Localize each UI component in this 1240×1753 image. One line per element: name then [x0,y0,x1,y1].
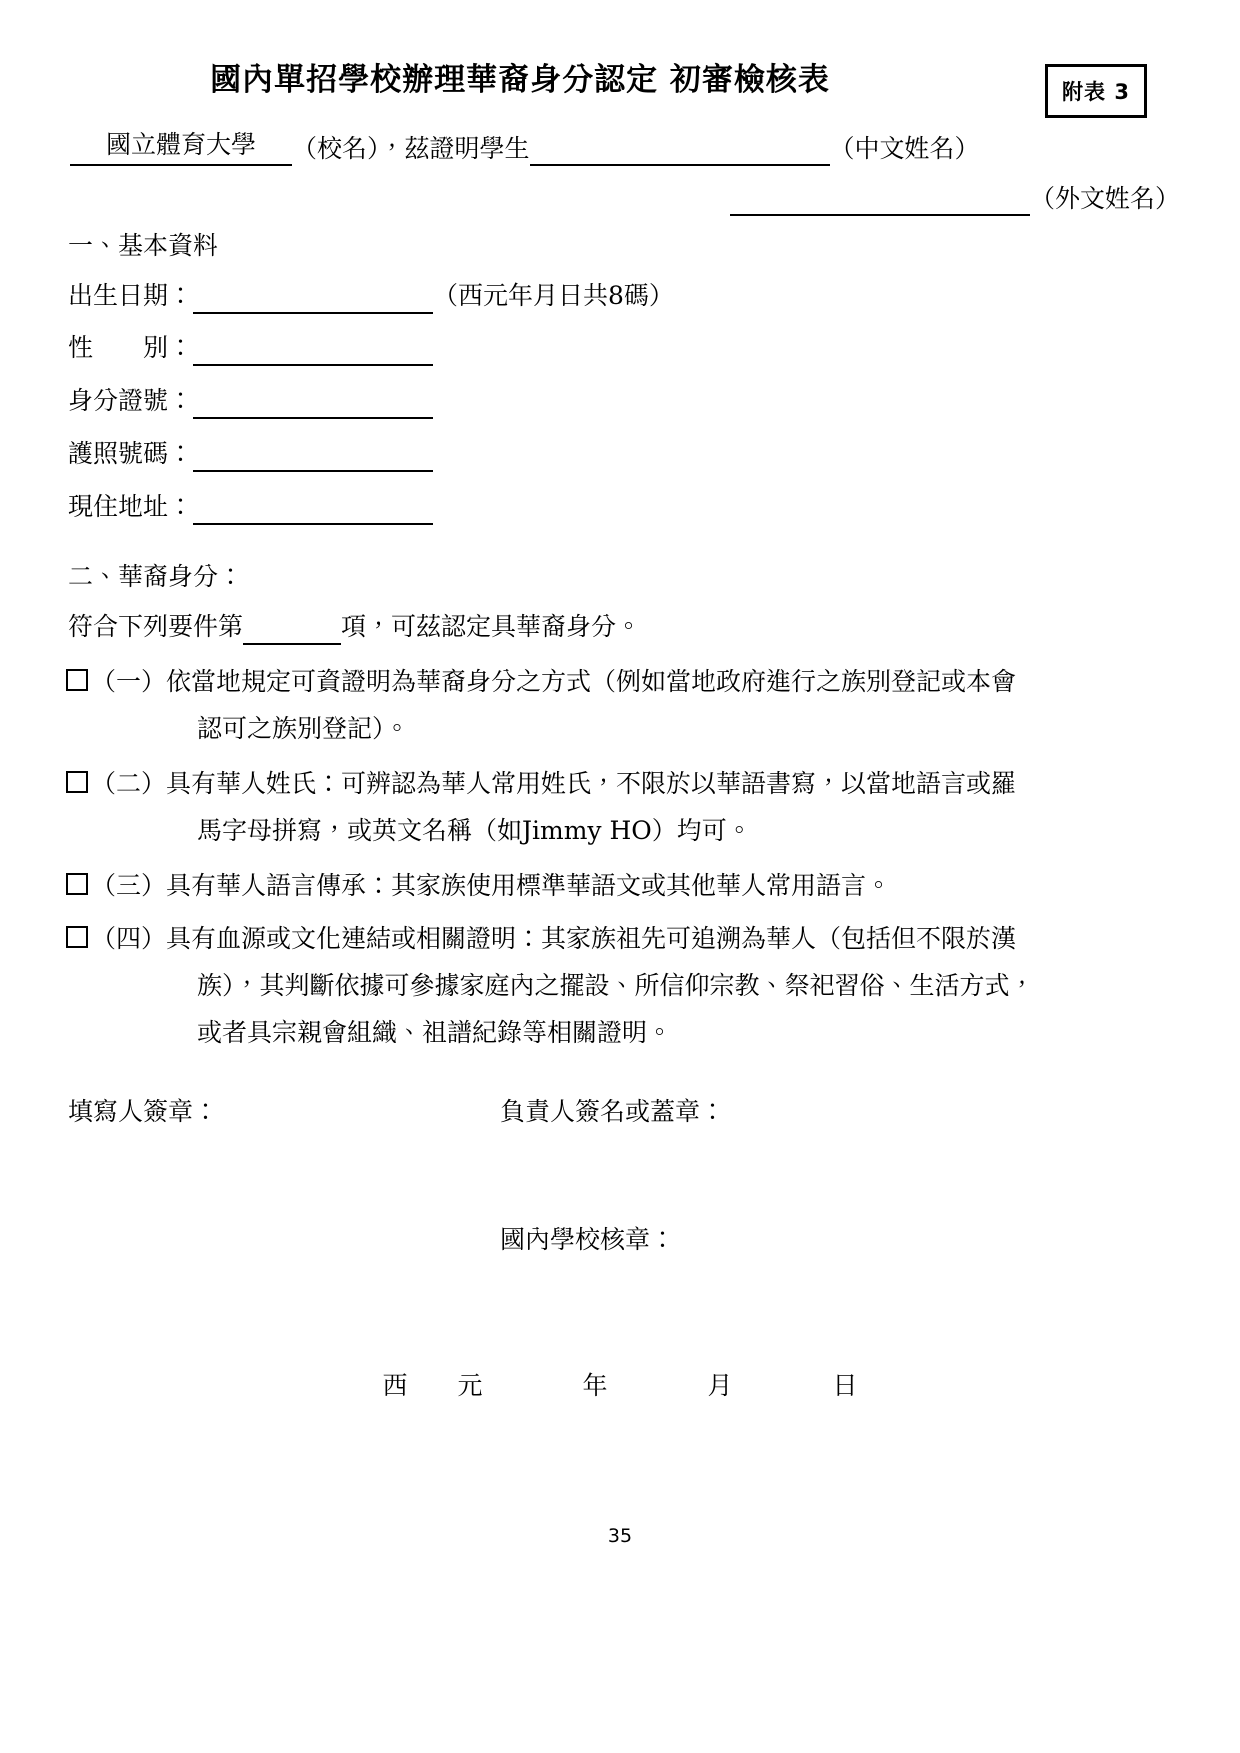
foreign-name-label: （外文姓名） [1029,184,1180,213]
school-name-field[interactable]: 國立體育大學 [70,128,292,166]
field-row-id-number [68,383,433,419]
section-heading-basic-data: 一、基本資料 [68,231,219,260]
address-input[interactable] [193,495,433,525]
checklist-item-1-line-2: 認可之族別登記）。 [197,714,410,743]
checklist-item-4-text [91,915,1174,1056]
checklist-item-1-line-1: （一）依當地規定可資證明為華裔身分之方式（例如當地政府進行之族別登記或本會 [91,667,1017,696]
passport-input[interactable] [193,442,433,472]
checklist-item-4-line-3: 或者具宗親會組織、祖譜紀錄等相關證明。 [197,1018,673,1047]
checklist-item-2[interactable] [66,760,1174,854]
date-line[interactable]: 西 元 年 月 日 [382,1371,858,1400]
filler-signature-label[interactable]: 填寫人簽章： [68,1097,219,1126]
section-heading-identity: 二、華裔身分： [68,562,244,591]
checkbox-icon-item-2[interactable] [66,771,88,793]
page-title: 國內單招學校辦理華裔身分認定 初審檢核表 [210,62,830,98]
birthdate-label: 出生日期： [68,281,194,310]
checklist-item-4-line-2: 族），其判斷依據可參據家庭內之擺設、所信仰宗教、祭祀習俗、生活方式， [197,971,1035,1000]
criteria-suffix-label: 項，可茲認定具華裔身分。 [341,612,642,641]
checkbox-icon-item-3[interactable] [66,873,88,895]
field-row-address [68,489,433,525]
page-number: 35 [607,1525,633,1547]
birthdate-input[interactable] [193,284,433,314]
header [0,58,1240,118]
address-label: 現住地址： [68,492,194,521]
certification-line-chinese [70,126,1180,166]
checklist-item-2-line-2: 馬字母拼寫，或英文名稱（如Jimmy HO）均可。 [197,816,752,845]
criteria-number-input[interactable] [243,615,341,645]
gender-input[interactable] [193,336,433,366]
criteria-prefix-label: 符合下列要件第 [68,612,244,641]
criteria-selection-row [68,609,641,645]
checklist-item-3[interactable] [66,862,1174,909]
field-row-passport [68,436,433,472]
foreign-name-input[interactable] [730,184,1030,216]
attachment-badge: 附表 3 [1045,64,1147,118]
checkbox-icon-item-4[interactable] [66,926,88,948]
certification-line-foreign [70,176,1180,216]
checklist-item-3-line-1: （三）具有華人語言傳承：其家族使用標準華語文或其他華人常用語言。 [91,871,892,900]
checklist-item-1-text [91,658,1174,752]
responsible-signature-label[interactable]: 負責人簽名或蓋章： [500,1097,726,1126]
checklist-item-4-line-1: （四）具有血源或文化連結或相關證明：其家族祖先可追溯為華人（包括但不限於漢 [91,924,1017,953]
checklist-item-4[interactable] [66,915,1174,1056]
birthdate-note: （西元年月日共8碼） [433,281,674,310]
gender-label: 性 別： [68,333,194,362]
school-seal-label[interactable]: 國內學校核章： [500,1225,676,1254]
id-number-label: 身分證號： [68,386,194,415]
field-row-birthdate [68,278,674,314]
checklist-item-2-line-1: （二）具有華人姓氏：可辨認為華人常用姓氏，不限於以華語書寫，以當地語言或羅 [91,769,1017,798]
checklist-item-3-text [91,862,1174,909]
chinese-name-label: （中文姓名） [829,134,980,163]
checklist-item-1[interactable] [66,658,1174,752]
field-row-gender [68,330,433,366]
chinese-name-input[interactable] [530,134,830,166]
id-number-input[interactable] [193,389,433,419]
checklist-item-2-text [91,760,1174,854]
passport-label: 護照號碼： [68,439,194,468]
checkbox-icon-item-1[interactable] [66,669,88,691]
school-name-label: （校名），茲證明學生 [292,134,530,163]
